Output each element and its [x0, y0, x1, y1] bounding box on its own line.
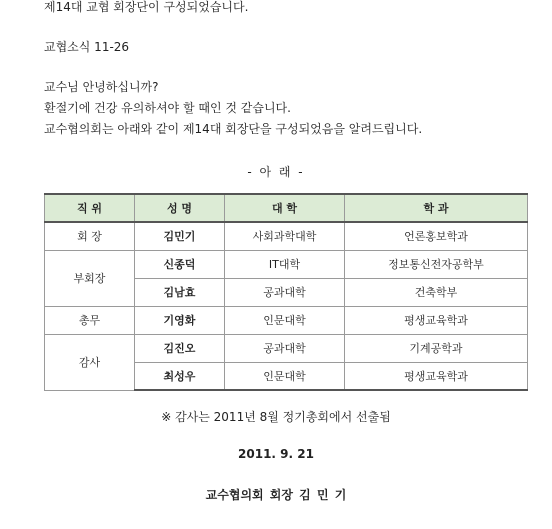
officers-table [44, 193, 528, 391]
name-cell: 김진오 [135, 334, 225, 362]
body-text-2: 교수협의회는 아래와 같이 제14대 회장단을 구성되었음을 알려드립니다. [44, 122, 423, 136]
section-title: - 아 래 - [247, 165, 305, 179]
table-row [45, 306, 528, 334]
greeting-text: 교수님 안녕하십니까? [44, 80, 159, 94]
name-cell: 김민기 [135, 222, 225, 250]
document-date: 2011. 9. 21 [238, 447, 314, 461]
college-cell: 인문대학 [225, 306, 345, 334]
position-cell: 부회장 [45, 250, 135, 306]
table-row [45, 222, 528, 250]
college-cell: 인문대학 [225, 362, 345, 390]
table-row [45, 250, 528, 278]
position-cell: 감사 [45, 334, 135, 390]
department-cell: 평생교육학과 [345, 306, 528, 334]
reference-number: 교협소식 11-26 [44, 40, 130, 54]
department-cell: 언론홍보학과 [345, 222, 528, 250]
department-cell: 평생교육학과 [345, 362, 528, 390]
department-cell: 기계공학과 [345, 334, 528, 362]
document-title: 제14대 교협 회장단이 구성되었습니다. [44, 0, 249, 14]
name-cell: 최성우 [135, 362, 225, 390]
college-cell: 공과대학 [225, 278, 345, 306]
college-cell: 공과대학 [225, 334, 345, 362]
name-cell: 김남효 [135, 278, 225, 306]
footnote: ※ 감사는 2011년 8월 정기총회에서 선출됨 [161, 410, 391, 424]
table-header-row [45, 194, 528, 222]
college-cell: IT대학 [225, 250, 345, 278]
header-department: 학 과 [345, 194, 528, 222]
header-name: 성 명 [135, 194, 225, 222]
table-row [45, 334, 528, 362]
department-cell: 정보통신전자공학부 [345, 250, 528, 278]
signature-line: 교수협의회 회장 김 민 기 [205, 488, 347, 502]
header-position: 직 위 [45, 194, 135, 222]
college-cell: 사회과학대학 [225, 222, 345, 250]
name-cell: 신종덕 [135, 250, 225, 278]
header-college: 대 학 [225, 194, 345, 222]
department-cell: 건축학부 [345, 278, 528, 306]
body-text-1: 환절기에 건강 유의하셔야 할 때인 것 같습니다. [44, 101, 291, 115]
position-cell: 총무 [45, 306, 135, 334]
name-cell: 기영화 [135, 306, 225, 334]
position-cell: 회 장 [45, 222, 135, 250]
